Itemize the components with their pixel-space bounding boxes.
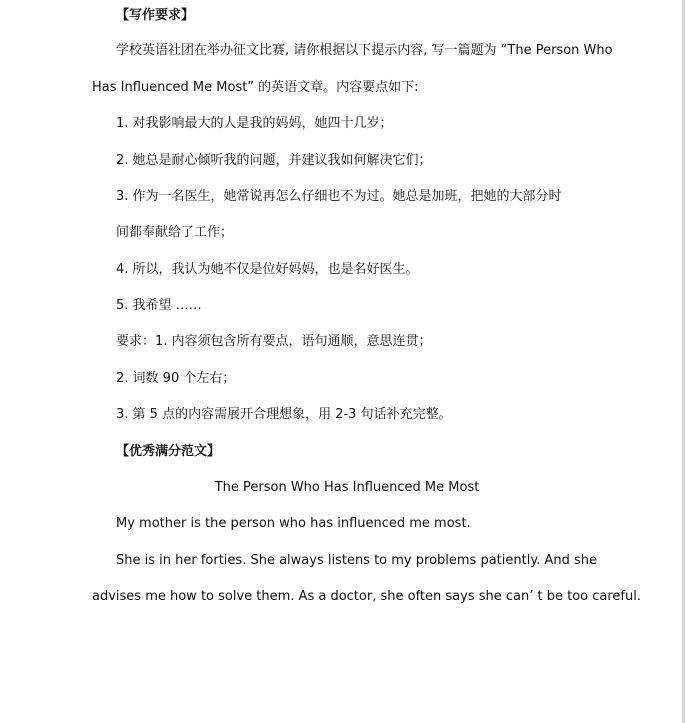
essay-line-2: She is in her forties. She always listens to my problems patiently. And she [116,553,597,568]
point-3-continued: 间都奉献给了工作； [116,225,234,240]
essay-line-1: My mother is the person who has influenced me most. [116,516,471,531]
essay-title: The Person Who Has Influenced Me Most [214,480,480,495]
heading-writing-requirements: 【写作要求】 [116,8,195,23]
requirement-1: 要求：1. 内容须包含所有要点，语句通顺，意思连贯； [116,334,432,349]
requirement-3: 3. 第 5 点的内容需展开合理想象，用 2-3 句话补充完整。 [116,407,452,422]
requirement-2: 2. 词数 90 个左右； [116,371,236,386]
point-3: 3. 作为一名医生，她常说再怎么仔细也不为过。她总是加班，把她的大部分时 [116,189,562,204]
point-4: 4. 所以，我认为她不仅是位好妈妈，也是名好医生。 [116,262,419,277]
intro-line-2: Has Influenced Me Most” 的英语文章。内容要点如下: [92,80,419,95]
essay-line-3: advises me how to solve them. As a doctor, she often says she can’ t be too careful. [92,589,641,604]
point-5: 5. 我希望 …… [116,298,202,313]
heading-sample-essay: 【优秀满分范文】 [116,444,221,459]
point-2: 2. 她总是耐心倾听我的问题，并建议我如何解决它们； [116,153,432,168]
point-1: 1. 对我影响最大的人是我的妈妈，她四十几岁； [116,116,393,131]
intro-line-1: 学校英语社团在举办征文比赛, 请你根据以下提示内容, 写一篇题为 “The Person Who [116,43,613,58]
